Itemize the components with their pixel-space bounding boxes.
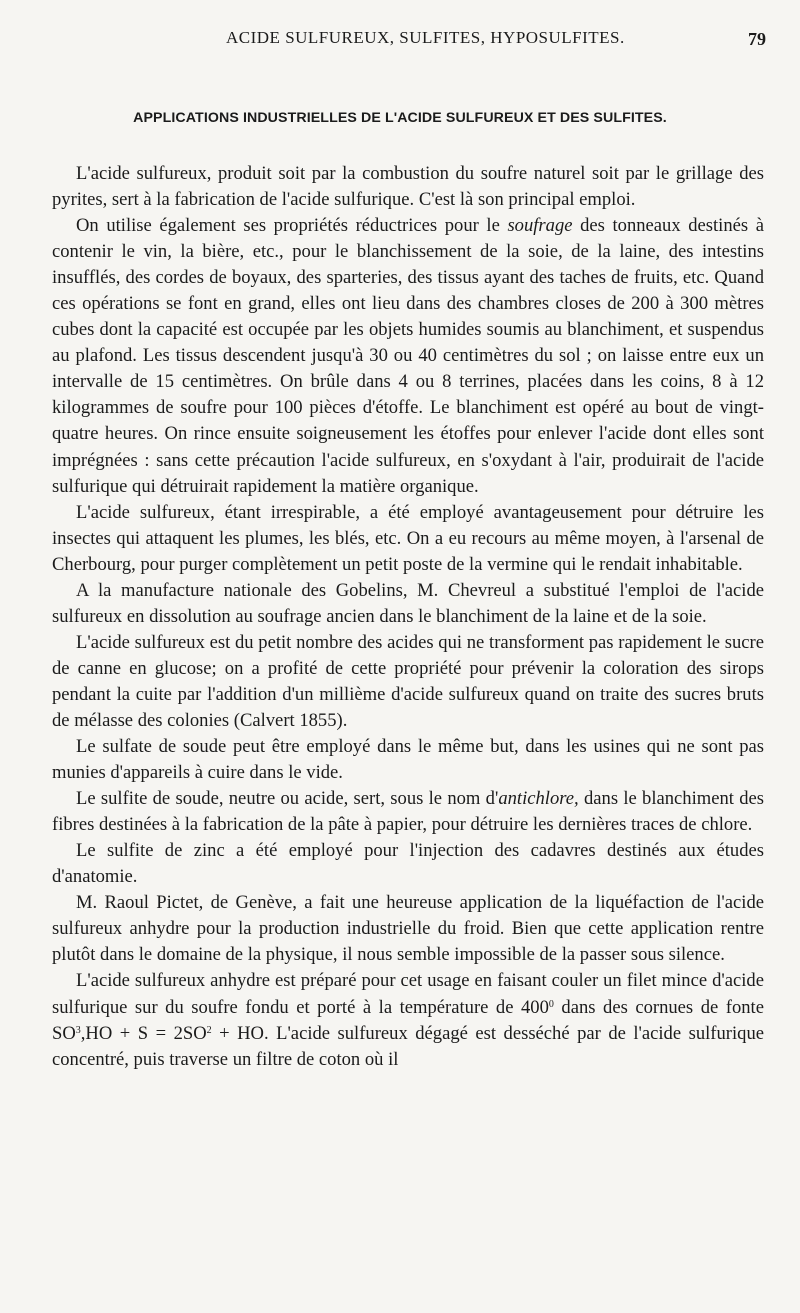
- text-run: ,HO + S = 2SO: [80, 1022, 207, 1044]
- paragraph: Le sulfate de soude peut être employé dans le même but, dans les usines qui ne sont pas munies d'appareils à cuire dans le vide.: [52, 736, 764, 784]
- body-text: [52, 161, 764, 1073]
- paragraph: [52, 786, 764, 838]
- text-run: des tonneaux destinés à contenir le vin, la bière, etc., pour le blanchissement de la soie, de la laine, des intestins insufflés, des cordes de boyaux, des sparteries, des tissus ayant des taches de fruits, etc. Quand ces opérations se font en grand, elles ont lieu dans des chambres closes de 200 à 300 mètres cubes dont la capacité est occupée par les objets humides soumis au blanchiment, et suspendus au plafond. Les tissus descendent jusqu'à 30 ou 40 centimètres du sol ; on laisse entre eux un intervalle de 15 centimètres. On brûle dans 4 ou 8 terrines, placées dans les coins, 8 à 12 kilogrammes de soufre pour 100 pièces d'étoffe. Le blanchiment est opéré au bout de vingt-quatre heures. On rince ensuite soigneusement les étoffes pour enlever l'acide dont elles sont imprégnées : sans cette précaution l'acide sulfureux, en s'oxydant à l'air, produirait de l'acide sulfurique qui détruirait rapidement la matière organique.: [52, 215, 764, 497]
- text-run: L'acide sulfureux anhydre est préparé pour cet usage en faisant couler un filet mince d'acide sulfurique sur du soufre fondu et porté à la température de 400: [52, 970, 764, 1018]
- text-run: Le sulfite de soude, neutre ou acide, sert, sous le nom d': [76, 788, 499, 810]
- section-heading: APPLICATIONS INDUSTRIELLES DE L'ACIDE SULFUREUX ET DES SULFITES.: [133, 110, 667, 126]
- paragraph: L'acide sulfureux, étant irrespirable, a été employé avantageusement pour détruire les insectes qui attaquent les plumes, les blés, etc. On a eu recours au même moyen, à l'arsenal de Cherbourg, pour purger complètement un petit poste de la vermine qui le rendait inhabitable.: [52, 501, 764, 575]
- emphasis-term: soufrage: [507, 215, 573, 237]
- text-run: dans le blanchiment des fibres destinées à la fabrication de la pâte à papier, pour détruire les dernières traces de chlore.: [52, 788, 764, 836]
- paragraph: A la manufacture nationale des Gobelins, M. Chevreul a substitué l'emploi de l'acide sulfureux en dissolution au soufrage ancien dans le blanchiment de la laine et de la soie.: [52, 579, 764, 627]
- superscript: 0: [548, 998, 554, 1010]
- paragraph: [52, 968, 764, 1072]
- emphasis-term: antichlore,: [498, 788, 579, 810]
- running-header: [0, 28, 800, 52]
- superscript: 3: [75, 1024, 81, 1036]
- superscript: 2: [206, 1024, 212, 1036]
- paragraph: Le sulfite de zinc a été employé pour l'injection des cadavres destinés aux études d'anatomie.: [52, 840, 764, 888]
- paragraph: [52, 213, 764, 500]
- text-run: dans des cornues de fonte SO: [52, 996, 764, 1044]
- paragraph: L'acide sulfureux est du petit nombre des acides qui ne transforment pas rapidement le sucre de canne en glucose; on a profité de cette propriété pour prévenir la coloration des sirops pendant la cuite par l'addition d'un millième d'acide sulfureux quand on traite des sucres bruts de mélasse des colonies (Calvert 1855).: [52, 631, 764, 731]
- page-number: 79: [748, 29, 766, 49]
- text-run: + HO. L'acide sulfureux dégagé est desséché par de l'acide sulfurique concentré, puis traverse un filtre de coton où il: [52, 1022, 764, 1070]
- paragraph: M. Raoul Pictet, de Genève, a fait une heureuse application de la liquéfaction de l'acide sulfureux anhydre pour la production industrielle du froid. Bien que cette application rentre plutôt dans le domaine de la physique, il nous semble impossible de la passer sous silence.: [52, 892, 764, 966]
- running-title: ACIDE SULFUREUX, SULFITES, HYPOSULFITES.: [226, 28, 625, 47]
- paragraph: L'acide sulfureux, produit soit par la combustion du soufre naturel soit par le grillage des pyrites, sert à la fabrication de l'acide sulfurique. C'est là son principal emploi.: [52, 163, 764, 211]
- text-run: On utilise également ses propriétés réductrices pour le: [76, 215, 508, 237]
